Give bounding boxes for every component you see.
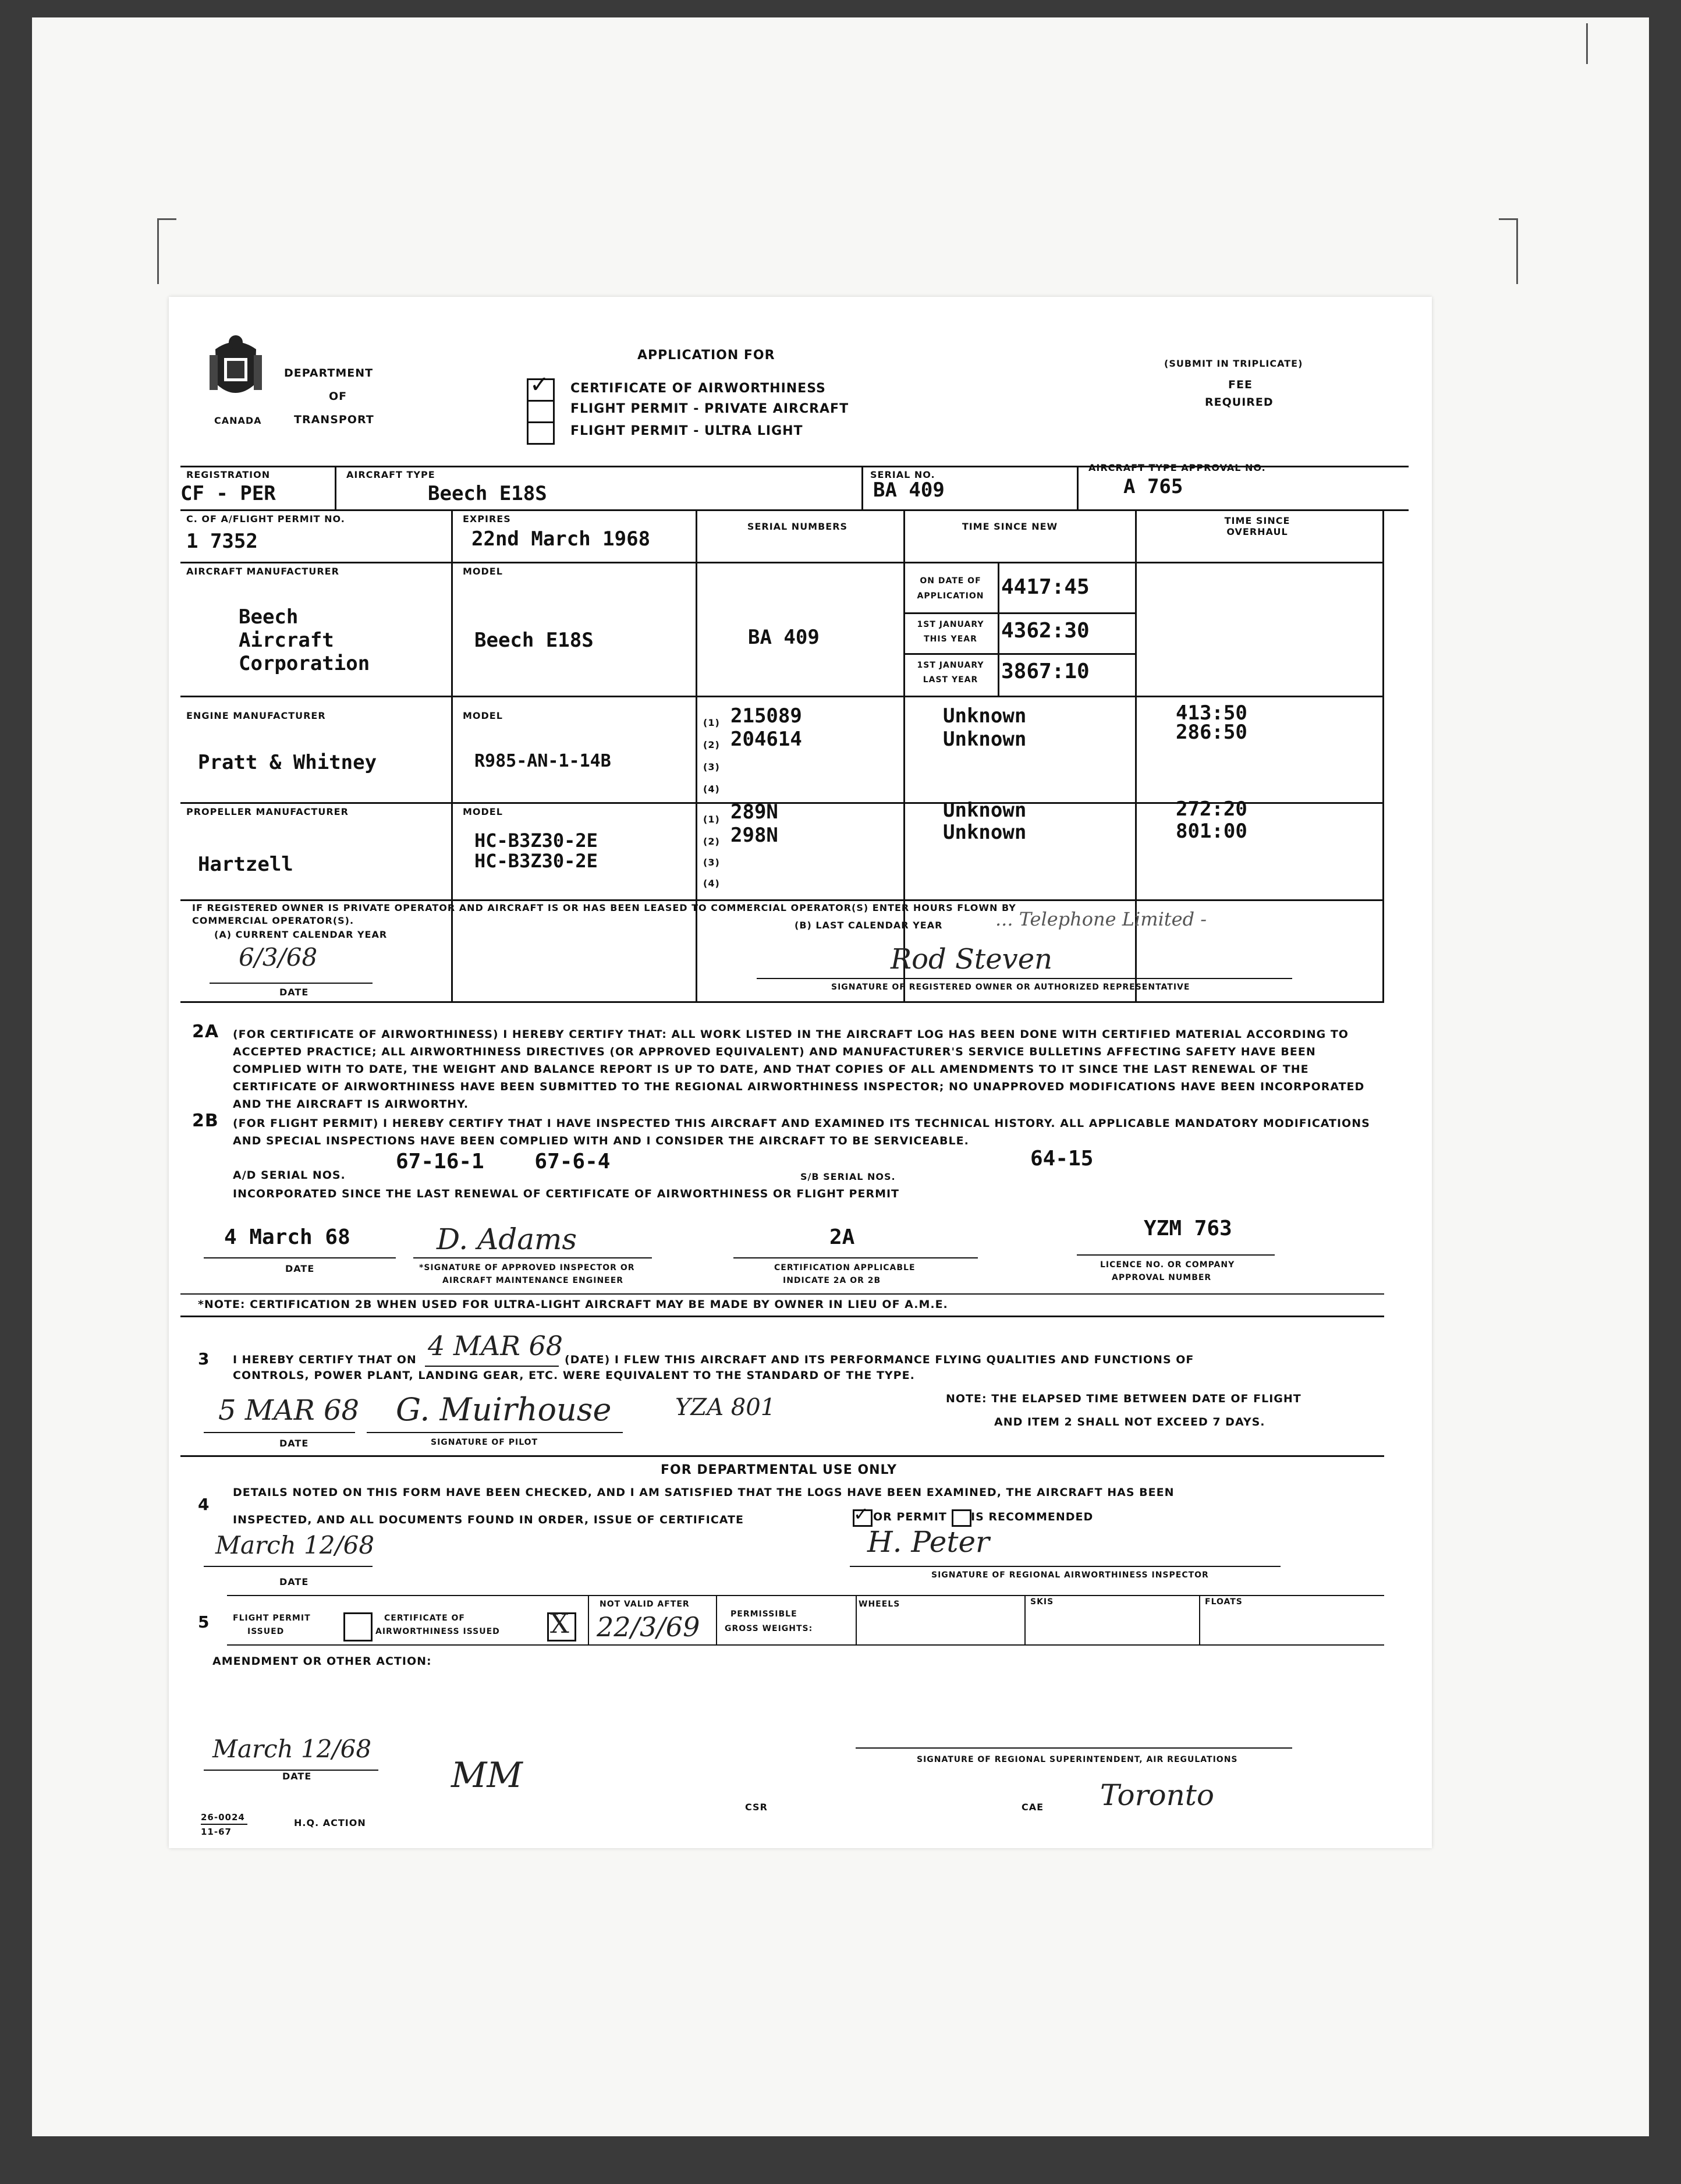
rule: [180, 1001, 1384, 1003]
time-since-new-label: TIME SINCE NEW: [962, 521, 1058, 532]
rule: [696, 509, 697, 1001]
section-3-note-line2: AND ITEM 2 SHALL NOT EXCEED 7 DAYS.: [994, 1416, 1265, 1428]
aircraft-model-label: MODEL: [463, 566, 503, 577]
last-year-label: (B) LAST CALENDAR YEAR: [795, 920, 943, 931]
amendment-initials: MM: [451, 1755, 523, 1796]
check-mark-icon: ✓: [530, 371, 549, 398]
submit-triplicate-note: (SUBMIT IN TRIPLICATE): [1164, 358, 1303, 369]
engine-manufacturer-value: Pratt & Whitney: [198, 751, 377, 774]
propeller-slot-1: (1): [703, 814, 720, 825]
rule: [201, 1824, 247, 1825]
check-mark-icon: ✓: [853, 1503, 869, 1525]
rule: [425, 1366, 559, 1367]
rule: [1199, 1595, 1200, 1644]
section-3-note-line1: NOTE: THE ELAPSED TIME BETWEEN DATE OF FLIGHT: [946, 1392, 1301, 1405]
rule: [210, 983, 373, 984]
application-for-title: APPLICATION FOR: [637, 348, 775, 363]
engine-since-new-2: Unknown: [943, 728, 1027, 751]
time-value-thisyear: 4362:30: [1001, 619, 1090, 643]
pilot-signature-value: G. Muirhouse: [396, 1391, 612, 1428]
amendment-date-label: DATE: [282, 1771, 312, 1782]
fp-issued-label2: ISSUED: [247, 1627, 285, 1636]
ca-permit-label: C. OF A/FLIGHT PERMIT NO.: [186, 513, 345, 524]
section-3-text-before: I HEREBY CERTIFY THAT ON: [233, 1353, 417, 1366]
section-4-text-line2: INSPECTED, AND ALL DOCUMENTS FOUND IN ORDER, ISSUE OF CERTIFICATE: [233, 1513, 744, 1526]
engine-slot-4: (4): [703, 783, 720, 795]
2b-signature-value: D. Adams: [437, 1222, 577, 1256]
hours-note-line1: IF REGISTERED OWNER IS PRIVATE OPERATOR AND AIRCRAFT IS OR HAS BEEN LEASED TO COMMERCIAL OPERATOR(S) ENTER HOURS FLOWN BY: [192, 902, 1016, 913]
time-label-thisyear-2: THIS YEAR: [924, 634, 977, 644]
canada-label: CANADA: [214, 415, 262, 426]
2b-date-label: DATE: [285, 1263, 315, 1274]
rule: [1077, 1254, 1275, 1256]
dept-line2: OF: [329, 390, 347, 403]
fee-line1: FEE: [1228, 378, 1253, 391]
rule: [903, 612, 1136, 614]
rule: [227, 1644, 1384, 1646]
crop-mark-top-left: [157, 218, 176, 284]
2b-signature-label1: *SIGNATURE OF APPROVED INSPECTOR OR: [419, 1263, 635, 1272]
rule: [180, 509, 1409, 511]
gross-weights-label2: GROSS WEIGHTS:: [725, 1624, 813, 1633]
option-checkbox-private[interactable]: [527, 400, 555, 423]
canada-coat-of-arms-icon: [204, 332, 268, 413]
sb-serial-label: S/B SERIAL NOS.: [800, 1171, 896, 1182]
registration-label: REGISTRATION: [186, 469, 271, 480]
propeller-manufacturer-label: PROPELLER MANUFACTURER: [186, 806, 349, 817]
2b-cert-value: 2A: [829, 1225, 855, 1249]
crop-mark-top-right-outer: [1586, 23, 1590, 64]
or-permit-label: OR PERMIT: [873, 1511, 947, 1523]
rule: [757, 978, 1292, 979]
propeller-model-1: HC-B3Z30-2E: [474, 829, 598, 852]
ca-permit-value: 1 7352: [186, 530, 258, 553]
section-4-date-label: DATE: [279, 1576, 309, 1587]
flight-date-value: 4 MAR 68: [428, 1330, 563, 1362]
section-4-text-line1: DETAILS NOTED ON THIS FORM HAVE BEEN CHECKED, AND I AM SATISFIED THAT THE LOGS HAVE BEEN EXAMINED, THE AIRCRAFT HAS BEEN: [233, 1486, 1175, 1499]
propeller-since-new-1: Unknown: [943, 799, 1027, 822]
skis-label: SKIS: [1030, 1597, 1054, 1607]
propeller-serial-2: 298N: [730, 824, 778, 847]
rule: [180, 562, 1384, 563]
engine-serial-2: 204614: [730, 728, 802, 751]
time-label-lastyear-2: LAST YEAR: [923, 675, 978, 685]
serial-numbers-label: SERIAL NUMBERS: [747, 521, 848, 532]
not-valid-after-label: NOT VALID AFTER: [600, 1600, 690, 1609]
rule: [733, 1257, 978, 1258]
time-since-overhaul-label: TIME SINCE OVERHAUL: [1224, 515, 1290, 537]
rule: [180, 899, 1384, 901]
propeller-serial-1: 289N: [730, 800, 778, 824]
engine-model-value: R985-AN-1-14B: [474, 751, 611, 771]
aircraft-type-label: AIRCRAFT TYPE: [346, 469, 435, 480]
rule: [413, 1257, 652, 1258]
propeller-slot-4: (4): [703, 878, 720, 889]
rule: [180, 1293, 1384, 1295]
pilot-date-value: 5 MAR 68: [218, 1394, 360, 1427]
aircraft-model-value: Beech E18S: [474, 629, 594, 652]
option-label-coa: CERTIFICATE OF AIRWORTHINESS: [570, 381, 826, 396]
engine-serial-1: 215089: [730, 704, 802, 728]
2b-licence-value: YZM 763: [1144, 1217, 1232, 1240]
section-5-number: 5: [198, 1612, 210, 1632]
2b-ultralight-note: *NOTE: CERTIFICATION 2B WHEN USED FOR ULTRA-LIGHT AIRCRAFT MAY BE MADE BY OWNER IN LIEU OF A.M.E.: [198, 1298, 948, 1311]
rule: [204, 1566, 373, 1567]
incorporated-label: INCORPORATED SINCE THE LAST RENEWAL OF CERTIFICATE OF AIRWORTHINESS OR FLIGHT PERMIT: [233, 1187, 900, 1200]
expires-label: EXPIRES: [463, 513, 511, 524]
engine-since-overhaul-2: 286:50: [1176, 721, 1247, 744]
rule: [850, 1566, 1281, 1567]
rule: [451, 509, 453, 1001]
rule: [180, 1316, 1384, 1317]
owner-signature-value: Rod Steven: [891, 943, 1053, 976]
rule: [180, 1455, 1384, 1457]
wheels-label: WHEELS: [859, 1600, 900, 1609]
ad-serial-label: A/D SERIAL NOS.: [233, 1169, 346, 1182]
gross-weights-label1: PERMISSIBLE: [730, 1609, 797, 1619]
registration-value: CF - PER: [180, 482, 276, 505]
propeller-slot-3: (3): [703, 857, 720, 868]
rule: [1077, 466, 1079, 509]
inspector-signature-label: SIGNATURE OF REGIONAL AIRWORTHINESS INSPECTOR: [931, 1570, 1209, 1580]
form-number: 26-0024: [201, 1812, 245, 1823]
fp-issued-checkbox[interactable]: [343, 1612, 373, 1641]
option-label-ultralight: FLIGHT PERMIT - ULTRA LIGHT: [570, 424, 803, 438]
rule: [227, 1595, 1384, 1596]
rule: [180, 696, 1384, 697]
propeller-model-2: HC-B3Z30-2E: [474, 850, 598, 872]
option-label-private: FLIGHT PERMIT - PRIVATE AIRCRAFT: [570, 402, 849, 416]
propeller-since-overhaul-2: 801:00: [1176, 820, 1247, 843]
engine-slot-2: (2): [703, 739, 720, 750]
ca-issued-label2: AIRWORTHINESS ISSUED: [375, 1627, 500, 1636]
2b-cert-label2: INDICATE 2A OR 2B: [783, 1276, 881, 1285]
propeller-model-label: MODEL: [463, 806, 503, 817]
2b-licence-label2: APPROVAL NUMBER: [1112, 1273, 1212, 1282]
rule: [588, 1595, 589, 1644]
rule: [1382, 509, 1384, 1001]
serial-no-value: BA 409: [873, 478, 945, 502]
city-value: Toronto: [1100, 1778, 1214, 1812]
csr-label: CSR: [745, 1802, 768, 1813]
rule: [856, 1595, 857, 1644]
fp-issued-label1: FLIGHT PERMIT: [233, 1614, 311, 1623]
time-value-lastyear: 3867:10: [1001, 660, 1090, 683]
superintendent-signature-label: SIGNATURE OF REGIONAL SUPERINTENDENT, AIR REGULATIONS: [917, 1755, 1238, 1764]
engine-since-overhaul-1: 413:50: [1176, 701, 1247, 725]
dept-line3: TRANSPORT: [294, 413, 374, 426]
propeller-since-new-2: Unknown: [943, 821, 1027, 844]
rule: [204, 1432, 355, 1433]
aircraft-serial-value: BA 409: [748, 626, 820, 649]
engine-slot-3: (3): [703, 761, 720, 772]
engine-slot-1: (1): [703, 717, 720, 728]
2b-signature-label2: AIRCRAFT MAINTENANCE ENGINEER: [442, 1276, 624, 1285]
rule: [998, 562, 999, 696]
rule: [1024, 1595, 1026, 1644]
aircraft-manufacturer-line1: Beech: [239, 605, 299, 629]
dept-line1: DEPARTMENT: [284, 367, 374, 380]
2b-date-value: 4 March 68: [224, 1225, 350, 1249]
crop-mark-top-right: [1499, 218, 1518, 284]
rule: [856, 1747, 1292, 1749]
time-label-application-1: ON DATE OF: [920, 576, 981, 586]
time-label-lastyear-1: 1ST JANUARY: [917, 661, 984, 670]
2b-licence-label1: LICENCE NO. OR COMPANY: [1100, 1260, 1235, 1270]
time-label-thisyear-1: 1ST JANUARY: [917, 620, 984, 629]
section-3-text-after: (DATE) I FLEW THIS AIRCRAFT AND ITS PERFORMANCE FLYING QUALITIES AND FUNCTIONS OF: [565, 1353, 1194, 1366]
section-4-number: 4: [198, 1495, 210, 1514]
time-value-application: 4417:45: [1001, 575, 1090, 599]
not-valid-after-value: 22/3/69: [597, 1611, 700, 1643]
expires-value: 22nd March 1968: [471, 527, 651, 551]
ad-serial-values: 67-16-1 67-6-4: [396, 1150, 611, 1173]
rule: [367, 1432, 623, 1433]
type-approval-label: AIRCRAFT TYPE APPROVAL NO.: [1088, 462, 1266, 473]
sb-serial-value: 64-15: [1030, 1147, 1094, 1171]
propeller-manufacturer-value: Hartzell: [198, 853, 293, 876]
section-2a-text: (FOR CERTIFICATE OF AIRWORTHINESS) I HEREBY CERTIFY THAT: ALL WORK LISTED IN THE AIRCRAFT LOG HAS BEEN DONE WITH CERTIFIED MATERIAL ACCORDING TO ACCEPTED PRACTICE; ALL AIRWORTHINESS DIRECTIVES (OR APPROVED EQUIVALENT) AND MANUFACTURER'S SERVICE BULLETINS AFFECTING SAFETY HAVE BEEN COMPLIED WITH TO DATE, THE WEIGHT AND BALANCE REPORT IS UP TO DATE, AND THAT COPIES OF ALL AMENDMENTS TO IT SINCE THE LAST RENEWAL OF THE CERTIFICATE OF AIRWORTHINESS HAVE BEEN SUBMITTED TO THE REGIONAL AIRWORTHINESS INSPECTOR; NO UNAPPROVED MODIFICATIONS HAVE BEEN INCORPORATED AND THE AIRCRAFT IS AIRWORTHY.: [233, 1028, 1365, 1111]
application-form: [169, 297, 1432, 1848]
rule: [861, 466, 863, 509]
cae-label: CAE: [1022, 1802, 1044, 1813]
form-date: 11-67: [201, 1827, 232, 1837]
time-label-application-2: APPLICATION: [917, 591, 984, 601]
hours-date-label: DATE: [279, 987, 309, 998]
owner-signature-label: SIGNATURE OF REGISTERED OWNER OR AUTHORIZED REPRESENTATIVE: [831, 983, 1190, 992]
engine-manufacturer-label: ENGINE MANUFACTURER: [186, 710, 326, 721]
section-2b-number: 2B: [192, 1111, 219, 1131]
section-2a-number: 2A: [192, 1022, 219, 1042]
engine-since-new-1: Unknown: [943, 704, 1027, 728]
aircraft-manufacturer-label: AIRCRAFT MANUFACTURER: [186, 566, 339, 577]
option-checkbox-ultralight[interactable]: [527, 421, 555, 445]
hours-date-value: 6/3/68: [239, 943, 318, 972]
pilot-date-label: DATE: [279, 1438, 309, 1449]
last-year-value: ... Telephone Limited -: [995, 908, 1207, 930]
rule: [335, 466, 336, 509]
section-2b-text: (FOR FLIGHT PERMIT) I HEREBY CERTIFY THAT I HAVE INSPECTED THIS AIRCRAFT AND EXAMINED ITS TECHNICAL HISTORY. ALL APPLICABLE MANDATORY MODIFICATIONS AND SPECIAL INSPECTIONS HAVE BEEN COMPLIED WITH AND I CONSIDER THE AIRCRAFT TO BE SERVICEABLE.: [233, 1117, 1370, 1147]
is-recommended-label: IS RECOMMENDED: [971, 1511, 1094, 1523]
fee-line2: REQUIRED: [1205, 396, 1274, 409]
current-year-label: (A) CURRENT CALENDAR YEAR: [214, 929, 388, 940]
departmental-title: FOR DEPARTMENTAL USE ONLY: [661, 1463, 898, 1477]
ca-issued-label1: CERTIFICATE OF: [384, 1614, 465, 1623]
aircraft-manufacturer-line2: Aircraft: [239, 629, 334, 652]
recommend-permit-checkbox[interactable]: [952, 1509, 971, 1527]
pilot-licence-value: YZA 801: [675, 1394, 776, 1421]
section-4-date-value: March 12/68: [215, 1531, 375, 1559]
propeller-since-overhaul-1: 272:20: [1176, 797, 1247, 821]
section-3-number: 3: [198, 1349, 210, 1368]
rule: [716, 1595, 717, 1644]
section-3-text-line2: CONTROLS, POWER PLANT, LANDING GEAR, ETC. WERE EQUIVALENT TO THE STANDARD OF THE TYPE.: [233, 1369, 915, 1382]
propeller-slot-2: (2): [703, 836, 720, 847]
2b-cert-label1: CERTIFICATION APPLICABLE: [774, 1263, 916, 1272]
pilot-signature-label: SIGNATURE OF PILOT: [431, 1438, 538, 1447]
ca-issued-mark: X: [550, 1608, 569, 1639]
aircraft-type-value: Beech E18S: [428, 482, 547, 505]
floats-label: FLOATS: [1205, 1597, 1243, 1607]
engine-model-label: MODEL: [463, 710, 503, 721]
type-approval-value: A 765: [1123, 475, 1183, 498]
hq-action-label: H.Q. ACTION: [294, 1817, 366, 1828]
serial-no-label: SERIAL NO.: [870, 469, 935, 480]
aircraft-manufacturer-line3: Corporation: [239, 652, 370, 675]
hours-note-line2: COMMERCIAL OPERATOR(S).: [192, 915, 354, 926]
amendment-date-value: March 12/68: [212, 1735, 372, 1763]
inspector-signature-value: H. Peter: [867, 1525, 990, 1559]
amendment-label: AMENDMENT OR OTHER ACTION:: [212, 1655, 432, 1668]
rule: [903, 653, 1136, 655]
rule: [204, 1257, 396, 1258]
